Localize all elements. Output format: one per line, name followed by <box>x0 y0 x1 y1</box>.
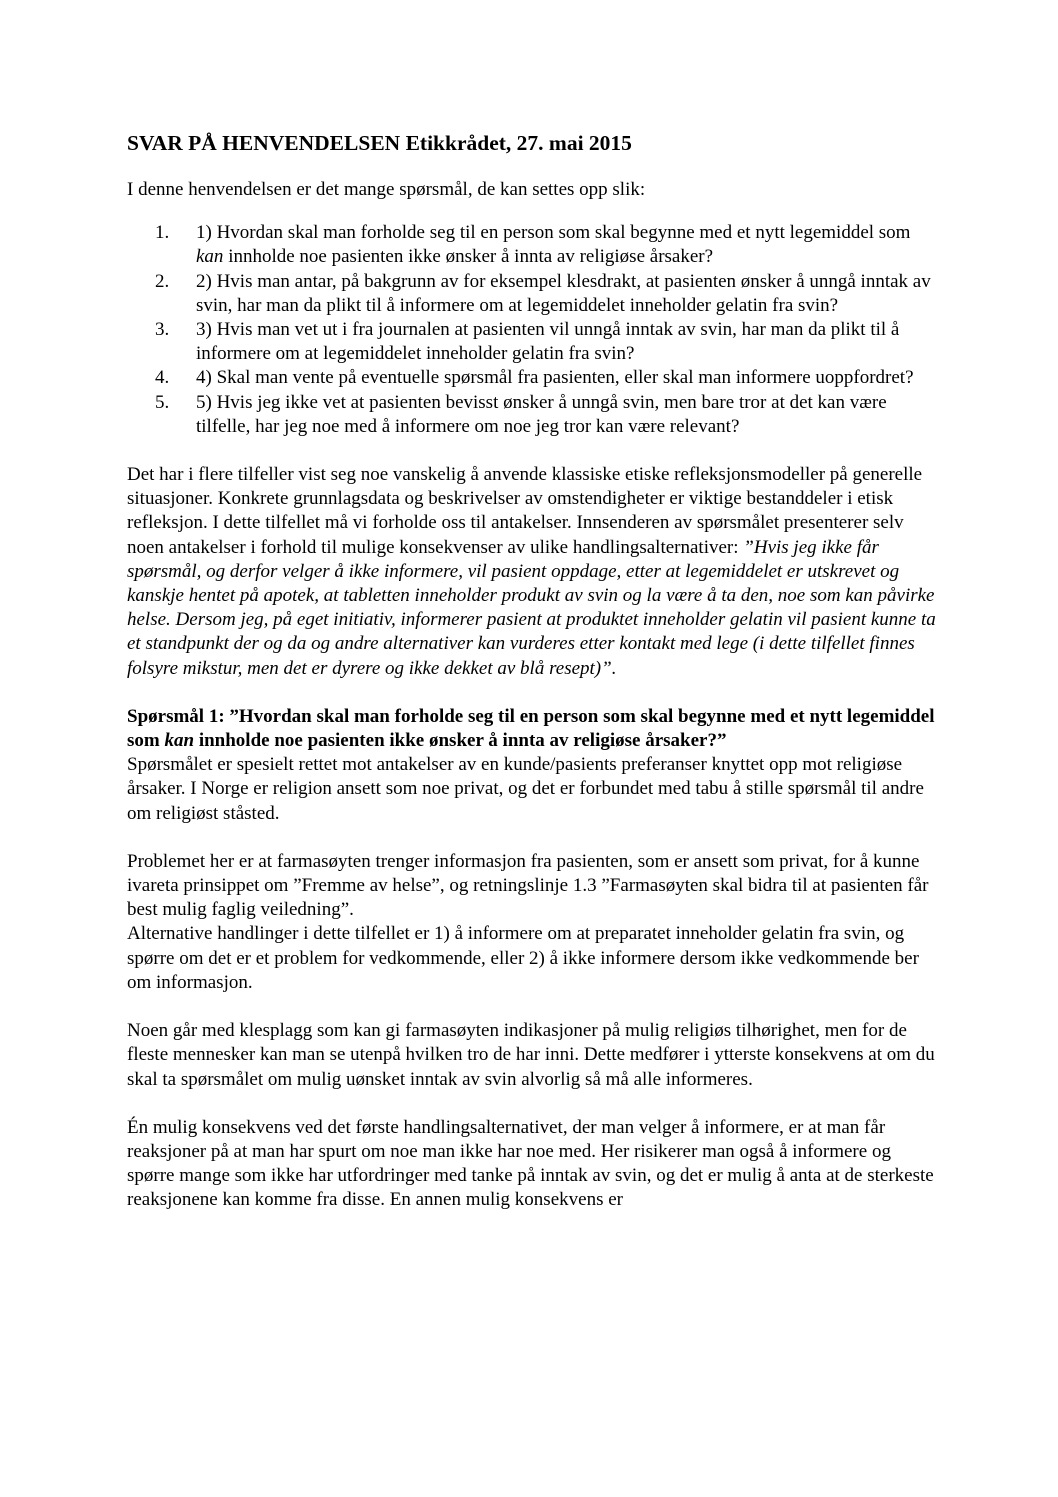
document-title: SVAR PÅ HENVENDELSEN Etikkrådet, 27. mai 2015 <box>127 131 632 155</box>
list-number: 2. <box>155 270 170 292</box>
list-number: 3. <box>155 319 170 341</box>
question-emphasis: kan <box>196 246 224 268</box>
question-list <box>127 221 939 439</box>
consequence-paragraph: Én mulig konsekvens ved det første handlingsalternativet, der man velger å informere, er at man får reaksjoner på at man har spurt om noe man ikke har noe med. Her risikerer man også å informere og spørre mange som ikke har utfordringer med tanke på inntak av svin, og det er mulig å anta at de sterkeste reaksjonene kan komme fra disse. En annen mulig konsekvens er <box>127 1116 934 1211</box>
question-1-heading-text: Spørsmål 1: ”Hvordan skal man forholde seg til en person som skal begynne med et nytt legemiddel som <box>127 705 935 752</box>
question-item <box>155 366 939 390</box>
question-text-end: innholde noe pasienten ikke ønsker å innta av religiøse årsaker? <box>223 246 714 268</box>
problem-paragraph: Problemet her er at farmasøyten trenger informasjon fra pasienten, som er ansett som privat, for å kunne ivareta prinsippet om ”Fremme av helse”, og retningslinje 1.3 ”Farmasøyten skal bidra til at pasienten får best mulig faglig veiledning”. <box>127 850 929 921</box>
clothing-paragraph: Noen går med klesplagg som kan gi farmasøyten indikasjoner på mulig religiøs tilhørighet, men for de fleste mennesker kan man se utenpå hvilken tro de har inni. Dette medfører i ytterste konsekvens at om du skal ta spørsmålet om mulig uønsket inntak av svin alvorlig så må alle informeres. <box>127 1020 935 1090</box>
question-1-heading-emphasis: kan <box>164 730 195 752</box>
question-1-heading-end: innholde noe pasienten ikke ønsker å innta av religiøse årsaker?” <box>194 730 727 752</box>
list-number: 5. <box>155 391 170 413</box>
document-page <box>127 128 939 1213</box>
intro-paragraph: I denne henvendelsen er det mange spørsmål, de kan settes opp slik: <box>127 179 646 200</box>
question-item <box>155 318 939 366</box>
question-item <box>155 221 939 269</box>
question-text: 3) Hvis man vet ut i fra journalen at pasienten vil unngå inntak av svin, har man da plikt til å informere om at legemiddelet inneholder gelatin fra svin? <box>196 319 900 365</box>
question-text: 2) Hvis man antar, på bakgrunn av for eksempel klesdrakt, at pasienten ønsker å unngå inntak av svin, har man da plikt til å informere om at legemiddelet inneholder gelatin fra svin? <box>196 270 931 316</box>
question-1-body: Spørsmålet er spesielt rettet mot antakelser av en kunde/pasients preferanser knyttet opp mot religiøse årsaker. I Norge er religion ansett som noe privat, og det er forbundet med tabu å stille spørsmål til andre om religiøst ståsted. <box>127 754 924 824</box>
alternatives-paragraph: Alternative handlinger i dette tilfellet er 1) å informere om at preparatet inneholder gelatin fra svin, og spørre om det er et problem for vedkommende, eller 2) å ikke informere dersom ikke vedkommende ber om informasjon. <box>127 923 919 993</box>
context-text: Det har i flere tilfeller vist seg noe vanskelig å anvende klassiske etiske refleksjonsmodeller på generelle situasjoner. Konkrete grunnlagsdata og beskrivelser av omstendigheter er viktige bestanddeler i etisk refleksjon. I dette tilfellet må vi forholde oss til antakelser. Innsenderen av spørsmålet presenterer selv noen antakelser i forhold til mulige konsekvenser av ulike handlingsalternativer: <box>127 464 923 558</box>
question-1-heading <box>127 706 935 751</box>
context-quote: ”Hvis jeg ikke får spørsmål, og derfor velger å ikke informere, vil pasient oppdage, etter at legemiddelet er utskrevet og kanskje hentet på apotek, at tabletten inneholder produkt av svin og la være å ta den, noe som kan påvirke helse. Dersom jeg, på eget initiativ, informerer pasient at produktet inneholder gelatin vil pasient kunne ta et standpunkt der og da og andre alternativer kan vurderes etter kontakt med lege (i dette tilfellet finnes folsyre mikstur, men det er dyrere og ikke dekket av blå resept)”. <box>127 536 936 679</box>
question-1-section <box>127 705 939 826</box>
list-number: 1. <box>155 222 170 244</box>
context-paragraph <box>127 463 939 681</box>
question-text: 4) Skal man vente på eventuelle spørsmål fra pasienten, eller skal man informere uoppfordret? <box>196 367 914 389</box>
question-item <box>155 391 939 439</box>
list-number: 4. <box>155 367 170 389</box>
question-item <box>155 270 939 318</box>
question-text: 1) Hvordan skal man forholde seg til en person som skal begynne med et nytt legemiddel som <box>196 222 911 244</box>
question-text: 5) Hvis jeg ikke vet at pasienten bevisst ønsker å unngå svin, men bare tror at det kan være tilfelle, har jeg noe med å informere om noe jeg tror kan være relevant? <box>196 391 887 437</box>
